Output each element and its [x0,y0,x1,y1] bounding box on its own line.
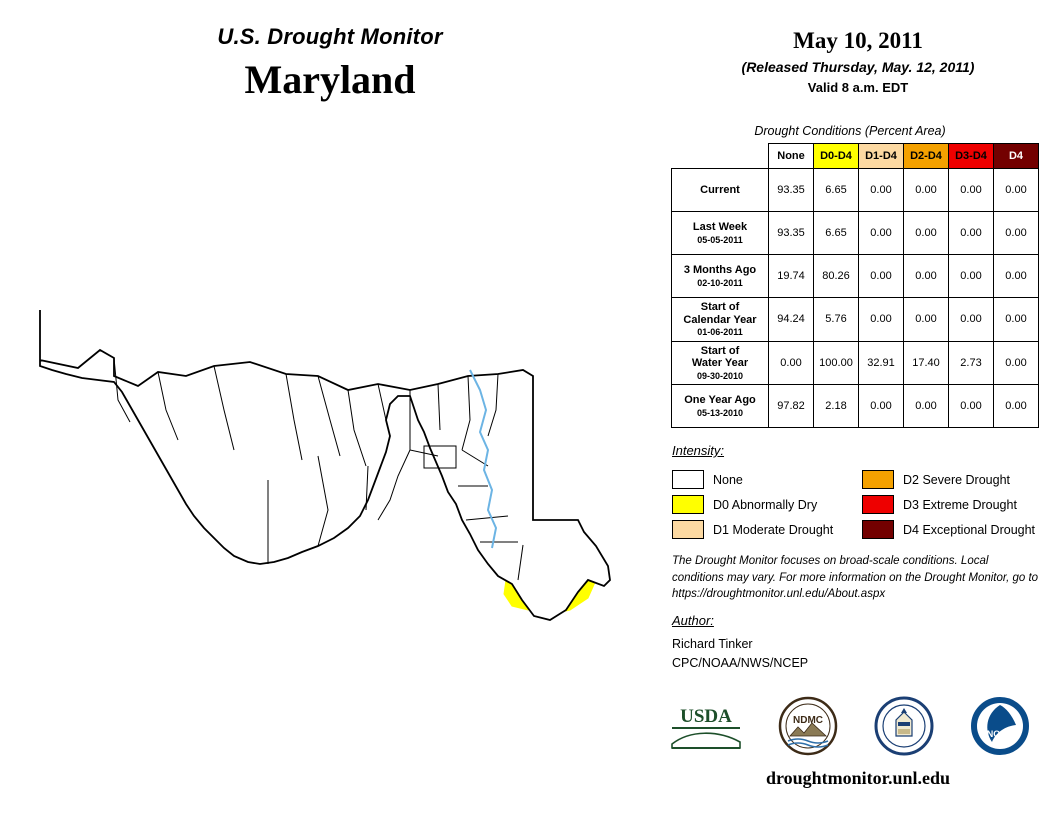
row-label-text: One Year Ago [684,394,756,407]
table-row [672,385,1039,428]
table-corner-cell [672,144,769,169]
author-title: Author: [672,613,714,628]
row-label-date: 05-13-2010 [696,407,744,418]
legend-label-d4: D4 Exceptional Drought [903,522,1036,537]
table-cell: 0.00 [994,341,1039,385]
table-cell: 17.40 [904,341,949,385]
table-cell: 0.00 [769,341,814,385]
row-label-text: Current [700,183,740,196]
table-cell: 0.00 [949,255,994,298]
valid-time: Valid 8 a.m. EDT [807,80,909,95]
svg-text:USDA: USDA [680,706,732,727]
column-header-d1d4: D1-D4 [859,144,904,169]
table-cell: 0.00 [994,255,1039,298]
maryland-drought-map[interactable] [18,280,658,640]
row-label [672,212,769,255]
intensity-legend-title: Intensity: [672,443,725,458]
legend-swatch-d1 [672,520,704,539]
table-cell: 93.35 [769,169,814,212]
row-label-text: Start of Water Year [691,344,749,370]
table-row [672,298,1039,342]
legend-label-d3: D3 Extreme Drought [903,497,1017,512]
table-cell: 0.00 [949,169,994,212]
legend-label-d1: D1 Moderate Drought [713,522,834,537]
author-name: Richard Tinker [672,637,753,651]
usda-seal-logo [874,696,934,756]
row-label [672,385,769,428]
legend-item-d3 [862,492,1035,517]
map-date: May 10, 2011 [793,28,923,53]
table-cell: 0.00 [994,385,1039,428]
usda-logo [670,702,742,750]
legend-item-d4 [862,517,1035,542]
state-title: Maryland [244,57,416,102]
row-label-date: 01-06-2011 [697,327,743,338]
legend-swatch-d2 [862,470,894,489]
product-title: U.S. Drought Monitor [217,24,443,49]
table-cell: 0.00 [994,212,1039,255]
table-cell: 2.18 [814,385,859,428]
row-label-date: 05-05-2011 [697,234,743,245]
table-cell: 32.91 [859,341,904,385]
legend-label-d2: D2 Severe Drought [903,472,1011,487]
website-url[interactable]: droughtmonitor.unl.edu [765,768,951,788]
table-cell: 94.24 [769,298,814,342]
table-cell: 0.00 [859,255,904,298]
table-cell: 0.00 [859,212,904,255]
date-block [660,28,1056,95]
row-label-date: 02-10-2011 [697,277,743,288]
table-caption: Drought Conditions (Percent Area) [754,124,946,138]
drought-conditions-table [671,143,1039,428]
table-row [672,169,1039,212]
table-cell: 93.35 [769,212,814,255]
row-label [672,341,769,385]
table-cell: 80.26 [814,255,859,298]
table-header-row [672,144,1039,169]
table-cell: 0.00 [994,298,1039,342]
legend-swatch-d0 [672,495,704,514]
table-cell: 100.00 [814,341,859,385]
table-cell: 0.00 [949,212,994,255]
author-affiliation: CPC/NOAA/NWS/NCEP [672,655,809,670]
release-date: (Released Thursday, May. 12, 2011) [741,59,975,75]
table-cell: 19.74 [769,255,814,298]
legend-swatch-d3 [862,495,894,514]
table-row [672,255,1039,298]
table-cell: 0.00 [904,169,949,212]
table-cell: 0.00 [859,169,904,212]
legend-column-right [862,467,1035,542]
table-cell: 0.00 [994,169,1039,212]
legend-label-d0: D0 Abnormally Dry [713,497,818,512]
legend-label-none: None [713,472,743,487]
column-header-d0d4: D0-D4 [814,144,859,169]
legend-item-d1 [672,517,833,542]
legend-item-d2 [862,467,1035,492]
table-cell: 0.00 [949,298,994,342]
column-header-d4: D4 [994,144,1039,169]
logo-strip [660,692,1040,760]
ndmc-logo [778,696,838,756]
table-cell: 0.00 [949,385,994,428]
disclaimer-note: The Drought Monitor focuses on broad-scale conditions. Local conditions may vary. For more information on the Drought Monitor, go to https://droughtmonitor.unl.edu/About.aspx [672,555,1039,601]
row-label-date: 09-30-2010 [696,370,744,381]
table-cell: 0.00 [904,212,949,255]
table-cell: 0.00 [904,385,949,428]
noaa-logo [970,696,1030,756]
column-header-none: None [769,144,814,169]
row-label [672,255,769,298]
table-cell: 6.65 [814,212,859,255]
table-body [672,169,1039,428]
legend-swatch-d4 [862,520,894,539]
table-cell: 97.82 [769,385,814,428]
table-cell: 0.00 [904,255,949,298]
row-label [672,169,769,212]
table-cell: 0.00 [859,298,904,342]
row-label-text: Last Week [692,221,748,233]
table-row [672,341,1039,385]
column-header-d2d4: D2-D4 [904,144,949,169]
table-cell: 6.65 [814,169,859,212]
table-cell: 0.00 [859,385,904,428]
table-cell: 5.76 [814,298,859,342]
svg-text:NDMC: NDMC [793,715,823,726]
column-header-d3d4: D3-D4 [949,144,994,169]
svg-text:NOAA: NOAA [986,729,1014,739]
legend-swatch-none [672,470,704,489]
row-label-text: 3 Months Ago [683,264,757,276]
author-block [672,635,808,673]
maryland-state-outline [40,310,610,620]
row-label-text: Start of Calendar Year [683,301,757,326]
title-block [0,24,660,103]
legend-item-none [672,467,833,492]
legend-column-left [672,467,833,542]
row-label [672,298,769,342]
legend-item-d0 [672,492,833,517]
table-cell: 2.73 [949,341,994,385]
table-cell: 0.00 [904,298,949,342]
table-row [672,212,1039,255]
